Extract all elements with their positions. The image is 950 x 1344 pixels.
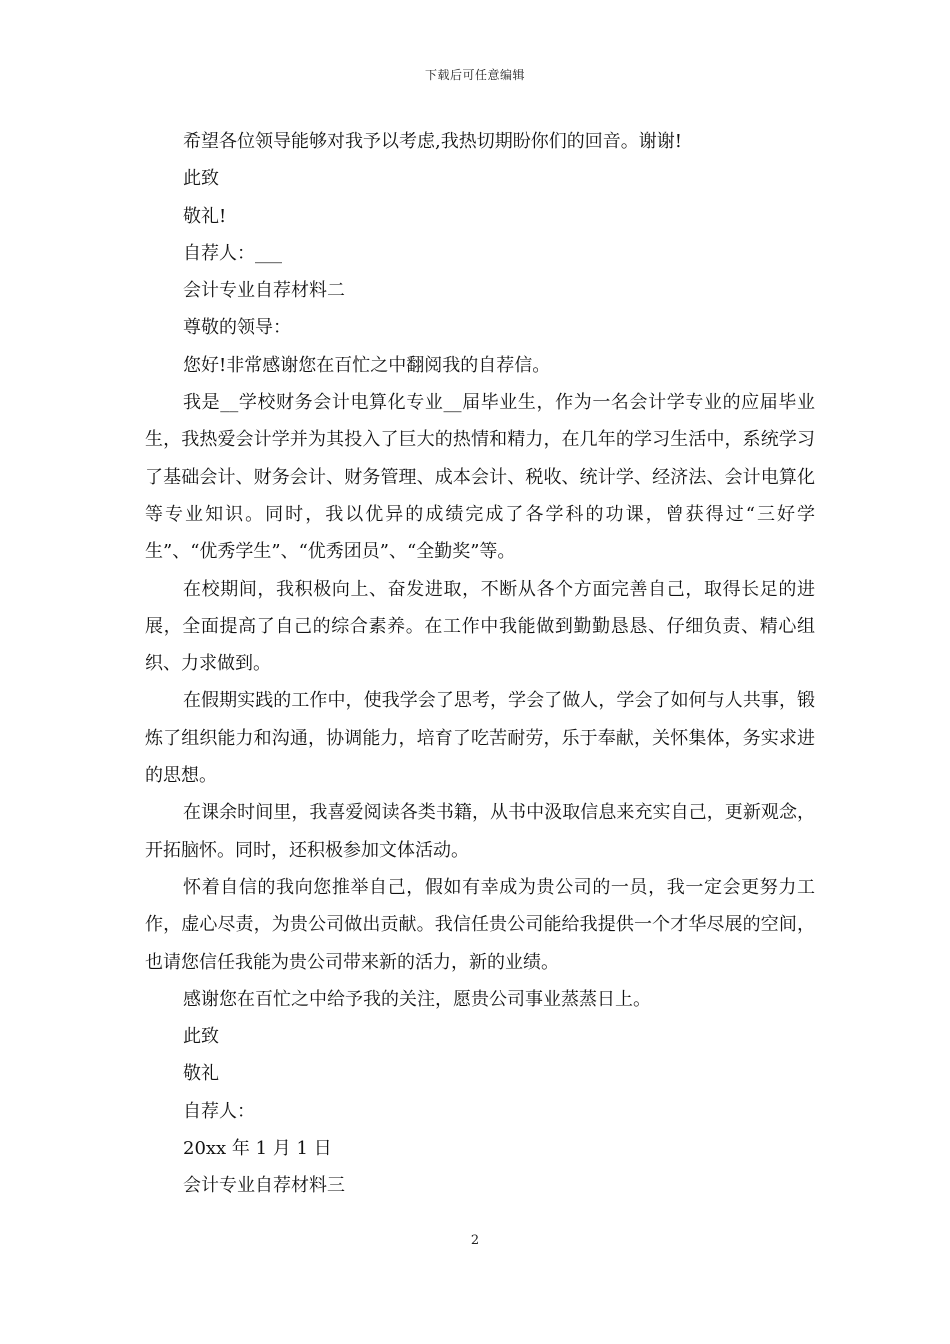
document-body [145,123,815,1205]
salutation-jing-li: 敬礼! [183,205,227,227]
page-number: 2 [470,1233,480,1248]
date-line: 20xx 年 1 月 1 日 [183,1138,332,1160]
salutation-ci-zhi-2: 此致 [183,1026,219,1048]
paragraph-leisure: 在课余时间里，我喜爱阅读各类书籍，从书中汲取信息来充实自己，更新观念，开拓脑怀。同时，还积极参加文体活动。 [145,802,815,861]
salutation-jing-li-2: 敬礼 [183,1063,219,1085]
greeting-hello: 您好!非常感谢您在百忙之中翻阅我的自荐信。 [183,354,551,376]
paragraph-thanks: 感谢您在百忙之中给予我的关注，愿贵公司事业蒸蒸日上。 [183,988,651,1010]
paragraph-practice: 在假期实践的工作中，使我学会了思考，学会了做人，学会了如何与人共事，锻炼了组织能力和沟通，协调能力，培育了吃苦耐劳，乐于奉献，关怀集体，务实求进的思想。 [145,690,815,787]
signature-line: 自荐人：___ [183,242,282,264]
paragraph-campus: 在校期间，我积极向上、奋发进取，不断从各个方面完善自己，取得长足的进展，全面提高了自己的综合素养。在工作中我能做到勤勤恳恳、仔细负责、精心组织、力求做到。 [145,578,815,675]
paragraph-education: 我是__学校财务会计电算化专业__届毕业生，作为一名会计学专业的应届毕业生，我热爱会计学并为其投入了巨大的热情和精力，在几年的学习生活中，系统学习了基础会计、财务会计、财务管理、成本会计、税收、统计学、经济法、会计电算化等专业知识。同时，我以优异的成绩完成了各学科的功课，曾获得过“三好学生”、“优秀学生”、“优秀团员”、“全勤奖”等。 [145,392,815,563]
section-title-material-two: 会计专业自荐材料二 [183,280,345,302]
signature-line-2: 自荐人： [183,1100,255,1122]
closing-hope-paragraph: 希望各位领导能够对我予以考虑,我热切期盼你们的回音。谢谢! [183,131,682,152]
salutation-ci-zhi: 此致 [183,168,219,190]
page-header: 下载后可任意编辑 [424,68,525,82]
paragraph-recommendation: 怀着自信的我向您推举自己，假如有幸成为贵公司的一员，我一定会更努力工作，虚心尽责，为贵公司做出贡献。我信任贵公司能给我提供一个才华尽展的空间，也请您信任我能为贵公司带来新的活力，新的业绩。 [145,876,815,973]
section-title-material-three: 会计专业自荐材料三 [183,1175,345,1197]
greeting-leader: 尊敬的领导： [183,317,291,339]
